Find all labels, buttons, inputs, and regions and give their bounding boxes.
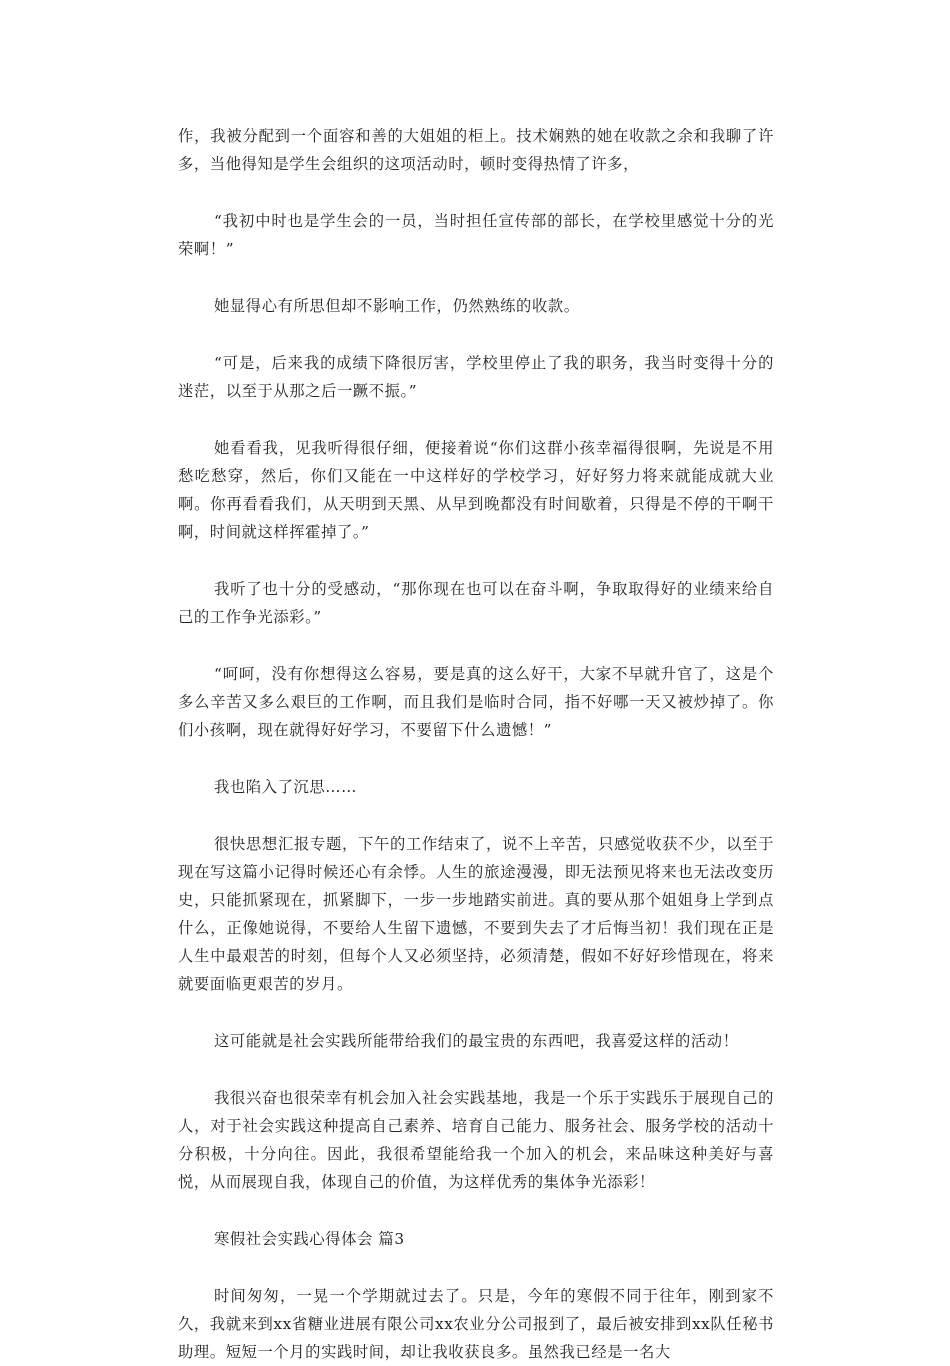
section-heading: 寒假社会实践心得体会 篇3 <box>214 1230 405 1248</box>
paragraph-conclusion: 这可能就是社会实践所能带给我们的最宝贵的东西吧，我喜爱这样的活动！ <box>214 1032 739 1050</box>
paragraph-continuation: 作，我被分配到一个面容和善的大姐姐的柜上。技术娴熟的她在收款之余和我聊了许多，当他得知是学生会组织的这项活动时，顿时变得热情了许多， <box>178 127 774 173</box>
paragraph-narration: 她显得心有所思但却不影响工作，仍然熟练的收款。 <box>214 297 580 315</box>
paragraph-quote-contract: “呵呵，没有你想得这么容易，要是真的这么好干，大家不早就升官了，这是个多么辛苦又多么艰巨的工作啊，而且我们是临时合同，指不好哪一天又被炒掉了。你们小孩啊，现在就得好好学习，不要留下什么遗憾！” <box>178 665 774 739</box>
paragraph-application: 我很兴奋也很荣幸有机会加入社会实践基地，我是一个乐于实践乐于展现自己的人，对于社会实践这种提高自己素养、培育自己能力、服务社会、服务学校的活动十分积极，十分向往。因此，我很希望能给我一个加入的机会，来品味这种美好与喜悦，从而展现自我，体现自己的价值，为这样优秀的集体争光添彩！ <box>178 1089 774 1191</box>
paragraph-reflection: 很快思想汇报专题，下午的工作结束了，说不上辛苦，只感觉收获不少，以至于现在写这篇小记得时候还心有余悸。人生的旅途漫漫，即无法预见将来也无法改变历史，只能抓紧现在，抓紧脚下，一步一步地踏实前进。真的要从那个姐姐身上学到点什么，正像她说得，不要给人生留下遗憾，不要到失去了才后悔当初！我们现在正是人生中最艰苦的时刻，但每个人又必须坚持，必须清楚，假如不好好珍惜现在，将来就要面临更艰苦的岁月。 <box>178 835 774 993</box>
paragraph-quote-advice: 她看看我，见我听得很仔细，便接着说“你们这群小孩幸福得很啊，先说是不用愁吃愁穿，然后，你们又能在一中这样好的学校学习，好好努力将来就能成就大业啊。你再看看我们，从天明到天黑、从早到晚都没有时间歇着，只得是不停的干啊干啊，时间就这样挥霍掉了。” <box>178 439 774 541</box>
paragraph-reply: 我听了也十分的受感动，“那你现在也可以在奋斗啊，争取取得好的业绩来给自己的工作争光添彩。” <box>178 580 774 626</box>
paragraph-quote-grades: “可是，后来我的成绩下降很厉害，学校里停止了我的职务，我当时变得十分的迷茫，以至于从那之后一蹶不振。” <box>178 354 774 400</box>
paragraph-reflection-short: 我也陷入了沉思…… <box>214 778 358 796</box>
paragraph-quote-student-union: “我初中时也是学生会的一员，当时担任宣传部的部长，在学校里感觉十分的光荣啊！” <box>178 212 774 258</box>
paragraph-section3-intro: 时间匆匆，一晃一个学期就过去了。只是，今年的寒假不同于往年，刚到家不久，我就来到xx省糖业进展有限公司xx农业分公司报到了，最后被安排到xx队任秘书助理。短短一个月的实践时间，却让我收获良多。虽然我已经是一名大 <box>178 1287 774 1361</box>
